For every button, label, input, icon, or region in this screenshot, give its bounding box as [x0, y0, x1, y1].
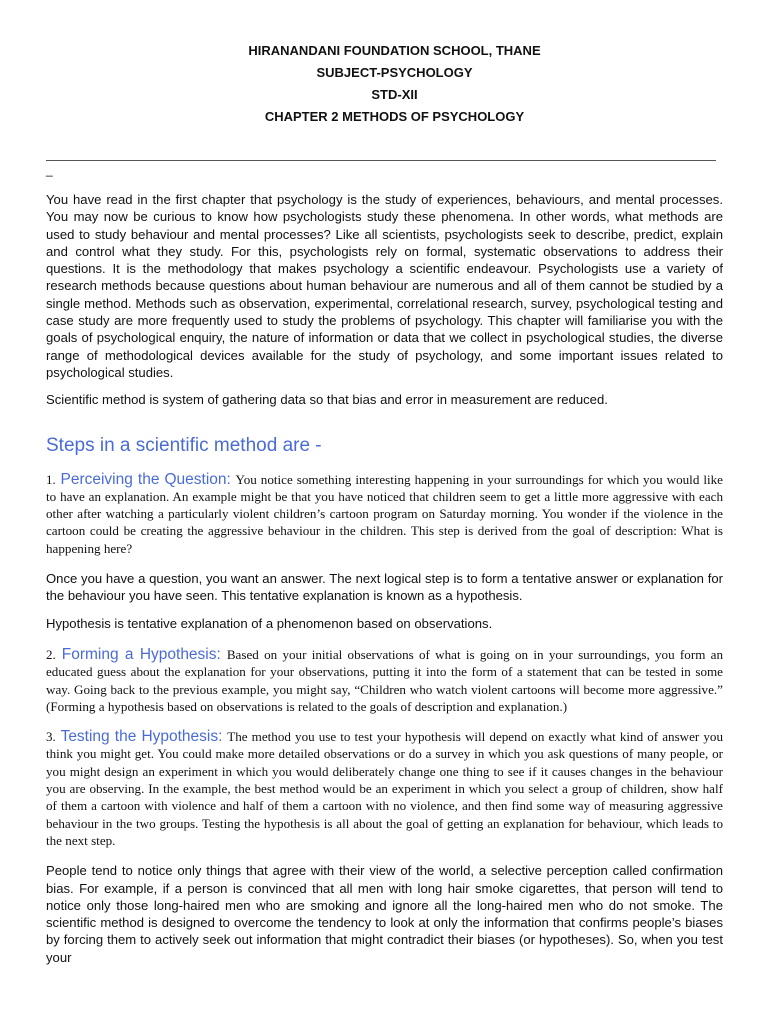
step-number: 1.: [46, 471, 56, 487]
step-body: You notice something interesting happening in your surroundings for which you would like to have an explanation. An example might be that you have noticed that children seem to get a little more aggressive with each other after watching a particularly violent children’s cartoon program on Saturday morning. You wonder if the violence in the cartoon could be creating the aggressive behaviour in the children. This step is derived from the goal of description: What is happening here?: [46, 471, 723, 556]
divider-tail: _: [46, 163, 53, 177]
divider-rule: [46, 160, 716, 161]
school-name: HIRANANDANI FOUNDATION SCHOOL, THANE: [248, 43, 541, 58]
subject-line: SUBJECT-PSYCHOLOGY: [316, 65, 473, 80]
chapter-title: CHAPTER 2 METHODS OF PSYCHOLOGY: [264, 109, 525, 124]
hypothesis-definition: Hypothesis is tentative explanation of a phenomenon based on observations.: [46, 615, 493, 631]
confirmation-bias-paragraph: People tend to notice only things that agree with their view of the world, a selective perception called confirmation bias. For example, if a person is convinced that all men with long hair smoke cigarettes, that person will tend to notice only those long-haired men who are smoking and ignore all the long-haired men who do not smoke. The scientific method is designed to overcome the tendency to look at only the information that confirms people’s biases by forcing them to actively seek out information that might contradict their biases (or hypotheses). So, when you test your: [46, 863, 723, 965]
step-3: [46, 728, 723, 849]
step-number: 2.: [46, 646, 56, 662]
step-number: 3.: [46, 729, 56, 745]
scientific-method-definition: Scientific method is system of gathering data so that bias and error in measurement are reduced.: [46, 392, 608, 408]
step-title: Forming a Hypothesis:: [61, 645, 221, 663]
step-title: Testing the Hypothesis:: [60, 728, 223, 746]
document-page: [46, 40, 723, 976]
standard-line: STD-XII: [371, 87, 418, 102]
intro-paragraph: You have read in the first chapter that psychology is the study of experiences, behaviours, and mental processes. You may now be curious to know how psychologists study these phenomena. In other words, what methods are used to study behaviour and mental processes? Like all scientists, psychologists seek to describe, predict, explain and control what they study. For this, psychologists rely on formal, systematic observations to address their questions. It is the methodology that makes psychology a scientific endeavour. Psychologists use a variety of research methods because questions about human behaviour are numerous and all of them cannot be studied by a single method. Methods such as observation, experimental, correlational research, survey, psychological testing and case study are more frequently used to study the problems of psychology. This chapter will familiarise you with the goals of psychological enquiry, the nature of information or data that we collect in psychological studies, the diverse range of methodological devices available for the study of psychology, and some important issues related to psychological studies.: [46, 192, 723, 380]
document-header: [66, 40, 723, 128]
step-title: Perceiving the Question:: [60, 470, 231, 488]
steps-heading: Steps in a scientific method are -: [46, 434, 322, 456]
question-paragraph: Once you have a question, you want an answer. The next logical step is to form a tentative answer or explanation for the behaviour you have seen. This tentative explanation is known as a hypothesis.: [46, 571, 723, 604]
step-body: Based on your initial observations of what is going on in your surroundings, you form an educated guess about the explanation for your observations, putting it into the form of a statement that can be tested in some way. Going back to the previous example, you might say, “Children who watch violent cartoons will become more aggressive.” (Forming a hypothesis based on observations is related to the goals of description and explanation.): [46, 646, 724, 714]
step-body: The method you use to test your hypothesis will depend on exactly what kind of answer you think you might get. You could make more detailed observations or do a survey in which you ask questions of many people, or you might design an experiment in which you would deliberately change one thing to see if it causes changes in the behaviour you are observing. In the example, the best method would be an experiment in which you select a group of children, show half of them a cartoon with violence and half of them a cartoon with no violence, and then find some way of measuring aggressive behaviour in the two groups. Testing the hypothesis is all about the goal of getting an explanation for behaviour, which leads to the next step.: [46, 729, 724, 848]
step-1: [46, 471, 723, 557]
step-2: [46, 646, 723, 715]
